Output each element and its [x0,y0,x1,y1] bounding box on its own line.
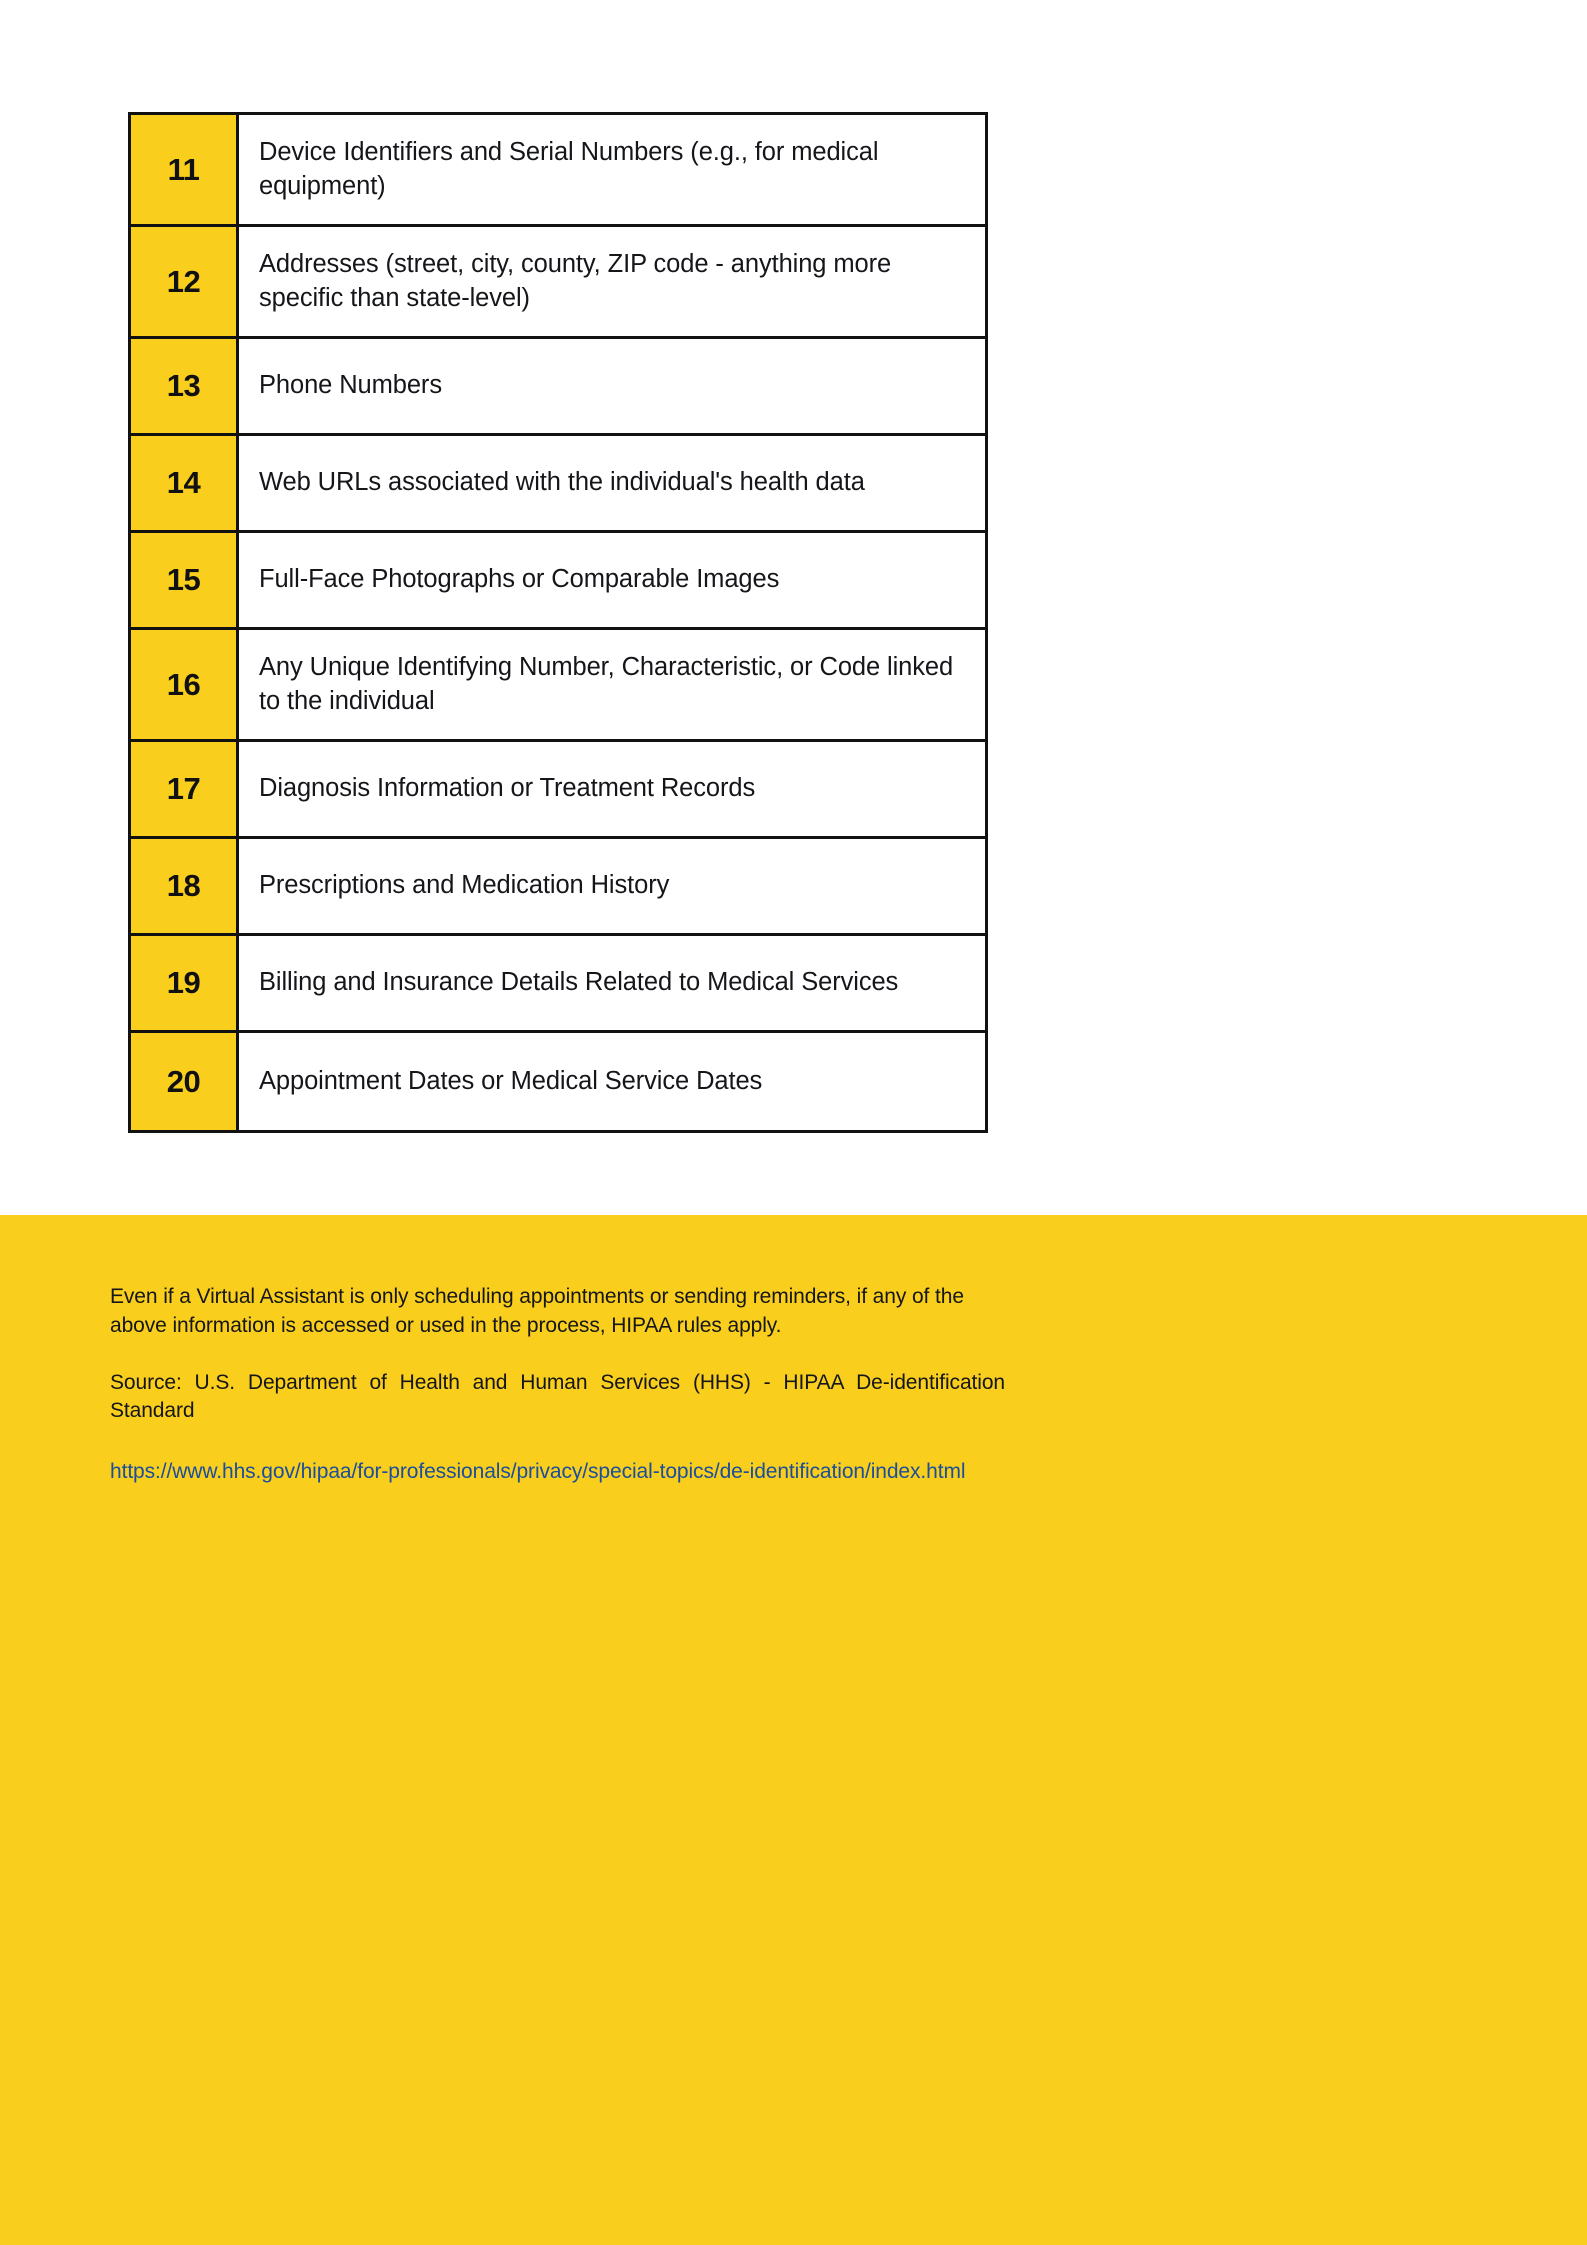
row-number-cell: 16 [131,630,239,739]
row-label-cell: Billing and Insurance Details Related to Medical Services [259,968,899,997]
table-row [131,630,985,742]
row-label-cell: Addresses (street, city, county, ZIP code - anything more specific than state-level) [259,250,892,312]
hipaa-applicability-note: Even if a Virtual Assistant is only scheduling appointments or sending reminders, if any of the above information is accessed or used in the process, HIPAA rules apply. [110,1285,964,1337]
row-number-cell: 12 [131,227,239,336]
table-row [131,936,985,1033]
row-number-cell: 18 [131,839,239,933]
footer-band [0,1215,1587,2245]
source-citation: Source: U.S. Department of Health and Human Services (HHS) - HIPAA De-identification Standard [110,1370,1005,1423]
row-number-cell: 20 [131,1033,239,1130]
row-label-cell: Diagnosis Information or Treatment Records [259,774,756,803]
row-label-cell: Prescriptions and Medication History [259,871,670,900]
row-label-cell: Any Unique Identifying Number, Characteristic, or Code linked to the individual [259,653,954,715]
row-label-cell: Appointment Dates or Medical Service Dates [259,1066,763,1095]
row-label-cell: Phone Numbers [259,371,442,400]
table-row [131,742,985,839]
row-label-cell: Web URLs associated with the individual's health data [259,468,865,497]
table-row [131,436,985,533]
row-number-cell: 15 [131,533,239,627]
row-label-cell: Full-Face Photographs or Comparable Images [259,565,780,594]
source-url-link[interactable]: https://www.hhs.gov/hipaa/for-professionals/privacy/special-topics/de-identification/index.html [110,1460,966,1484]
table-row [131,533,985,630]
row-label-cell: Device Identifiers and Serial Numbers (e.g., for medical equipment) [259,138,879,200]
row-number-cell: 19 [131,936,239,1030]
table-row [131,227,985,339]
hipaa-identifiers-table [128,112,988,1133]
table-row [131,339,985,436]
row-number-cell: 14 [131,436,239,530]
table-row [131,1033,985,1130]
table-row [131,115,985,227]
table-row [131,839,985,936]
row-number-cell: 17 [131,742,239,836]
row-number-cell: 13 [131,339,239,433]
row-number-cell: 11 [131,115,239,224]
footer-content [110,1283,1005,1487]
